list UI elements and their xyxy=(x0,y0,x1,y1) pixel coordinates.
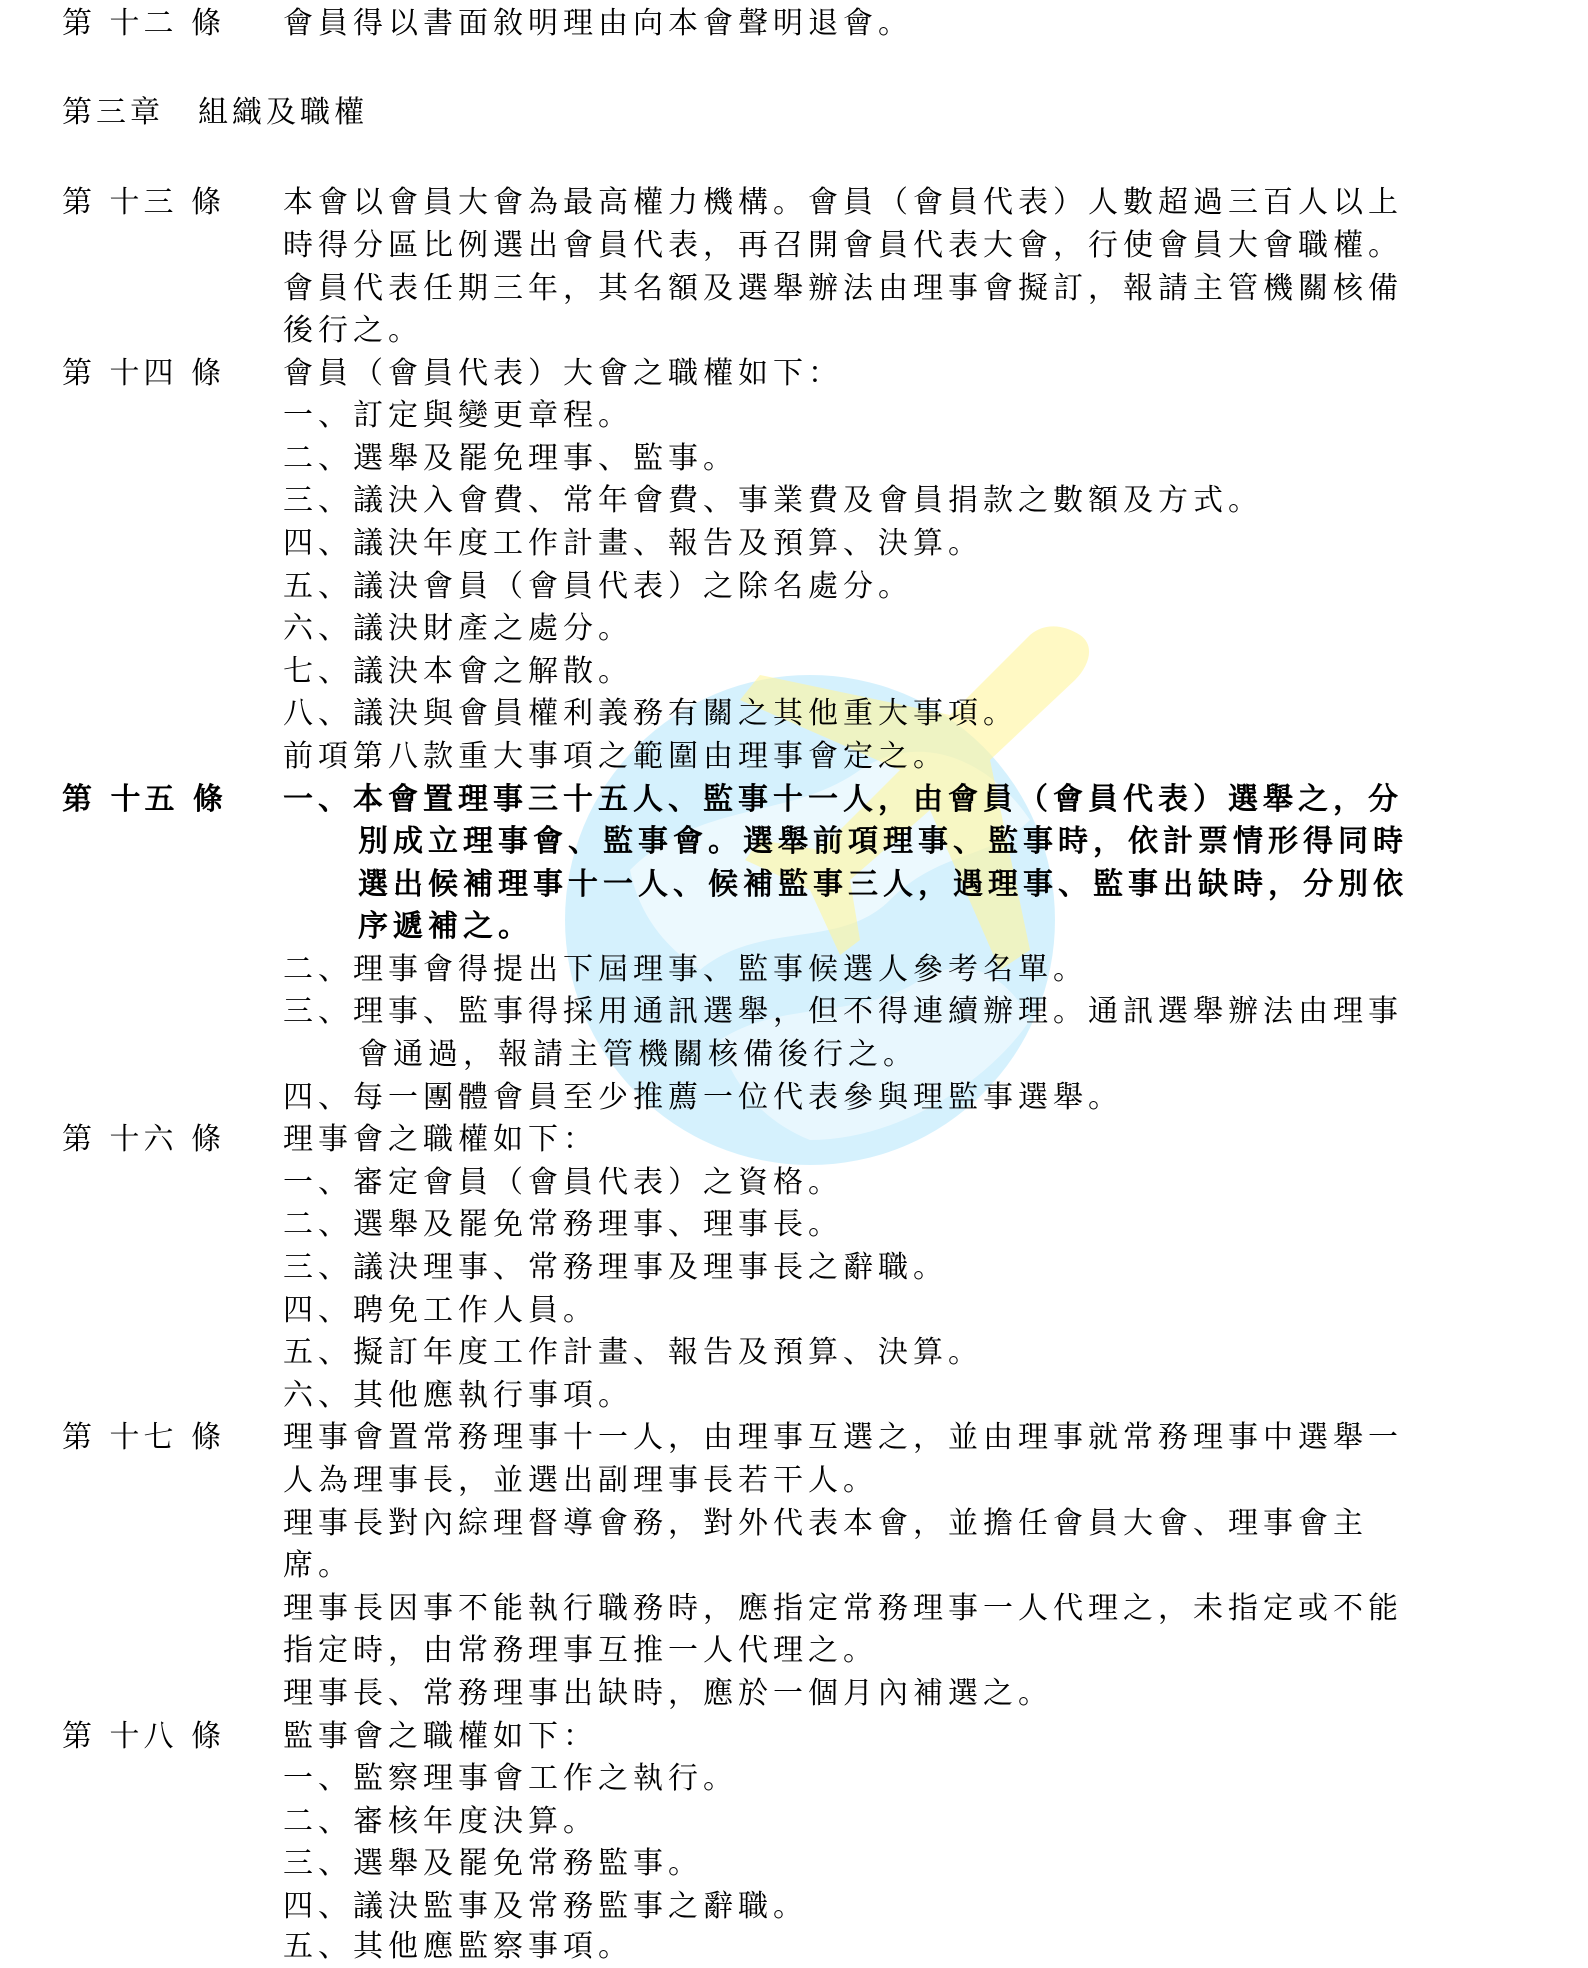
article-text: 五、議決會員（會員代表）之除名處分。 xyxy=(283,569,913,604)
article-label: 第 十七 條 xyxy=(62,1420,226,1455)
article-text: 指定時，由常務理事互推一人代理之。 xyxy=(283,1633,878,1668)
article-text: 前項第八款重大事項之範圍由理事會定之。 xyxy=(283,739,948,774)
article-text: 一、本會置理事三十五人、監事十一人，由會員（會員代表）選舉之，分 xyxy=(283,782,1403,817)
article-text: 四、議決監事及常務監事之辭職。 xyxy=(283,1889,808,1924)
article-text: 五、擬訂年度工作計畫、報告及預算、決算。 xyxy=(283,1335,983,1370)
article-text: 三、選舉及罷免常務監事。 xyxy=(283,1846,703,1881)
article-text: 會員（會員代表）大會之職權如下： xyxy=(283,356,843,391)
article-text: 一、審定會員（會員代表）之資格。 xyxy=(283,1165,843,1200)
article-label: 第 十六 條 xyxy=(62,1122,226,1157)
article-text: 一、監察理事會工作之執行。 xyxy=(283,1761,738,1796)
article-label: 第 十五 條 xyxy=(62,782,227,817)
article-text: 二、選舉及罷免常務理事、理事長。 xyxy=(283,1207,843,1242)
article-text: 八、議決與會員權利義務有關之其他重大事項。 xyxy=(283,696,1018,731)
article-text: 會員代表任期三年，其名額及選舉辦法由理事會擬訂，報請主管機關核備 xyxy=(283,271,1403,306)
article-text: 一、訂定與變更章程。 xyxy=(283,398,633,433)
article-text: 四、議決年度工作計畫、報告及預算、決算。 xyxy=(283,526,983,561)
article-text: 二、選舉及罷免理事、監事。 xyxy=(283,441,738,476)
article-text: 後行之。 xyxy=(283,313,423,348)
article-text: 七、議決本會之解散。 xyxy=(283,654,633,689)
article-text: 二、理事會得提出下屆理事、監事候選人參考名單。 xyxy=(283,952,1088,987)
article-text: 六、議決財產之處分。 xyxy=(283,611,633,646)
article-text: 三、議決入會費、常年會費、事業費及會員捐款之數額及方式。 xyxy=(283,483,1263,518)
article-text: 四、每一團體會員至少推薦一位代表參與理監事選舉。 xyxy=(283,1080,1123,1115)
article-text: 席。 xyxy=(283,1548,353,1583)
article-text: 三、理事、監事得採用通訊選舉，但不得連續辦理。通訊選舉辦法由理事 xyxy=(283,994,1403,1029)
article-label: 第 十三 條 xyxy=(62,185,226,220)
article-text: 人為理事長，並選出副理事長若干人。 xyxy=(283,1463,878,1498)
article-text: 三、議決理事、常務理事及理事長之辭職。 xyxy=(283,1250,948,1285)
article-text: 五、其他應監察事項。 xyxy=(283,1929,633,1964)
article-text: 理事長、常務理事出缺時，應於一個月內補選之。 xyxy=(283,1676,1053,1711)
article-text: 理事會之職權如下： xyxy=(283,1122,598,1157)
article-text: 序遞補之。 xyxy=(358,909,533,944)
article-text: 理事會置常務理事十一人，由理事互選之，並由理事就常務理事中選舉一 xyxy=(283,1420,1403,1455)
article-text: 時得分區比例選出會員代表，再召開會員代表大會，行使會員大會職權。 xyxy=(283,228,1403,263)
article-label: 第 十四 條 xyxy=(62,356,226,391)
article-label: 第 十八 條 xyxy=(62,1719,226,1754)
article-text: 理事長因事不能執行職務時，應指定常務理事一人代理之，未指定或不能 xyxy=(283,1591,1403,1626)
article-text: 二、審核年度決算。 xyxy=(283,1804,598,1839)
article-text: 本會以會員大會為最高權力機構。會員（會員代表）人數超過三百人以上 xyxy=(283,185,1403,220)
article-text: 理事長對內綜理督導會務，對外代表本會，並擔任會員大會、理事會主 xyxy=(283,1506,1368,1541)
chapter-title: 第三章 組織及職權 xyxy=(62,95,368,130)
article-text: 六、其他應執行事項。 xyxy=(283,1378,633,1413)
article-text: 監事會之職權如下： xyxy=(283,1719,598,1754)
article-text: 四、聘免工作人員。 xyxy=(283,1293,598,1328)
article-label: 第 十二 條 xyxy=(62,6,226,41)
article-text: 選出候補理事十一人、候補監事三人，遇理事、監事出缺時，分別依 xyxy=(358,867,1408,902)
article-text: 會通過，報請主管機關核備後行之。 xyxy=(358,1037,918,1072)
article-text: 別成立理事會、監事會。選舉前項理事、監事時，依計票情形得同時 xyxy=(358,824,1408,859)
article-text: 會員得以書面敘明理由向本會聲明退會。 xyxy=(283,6,913,41)
